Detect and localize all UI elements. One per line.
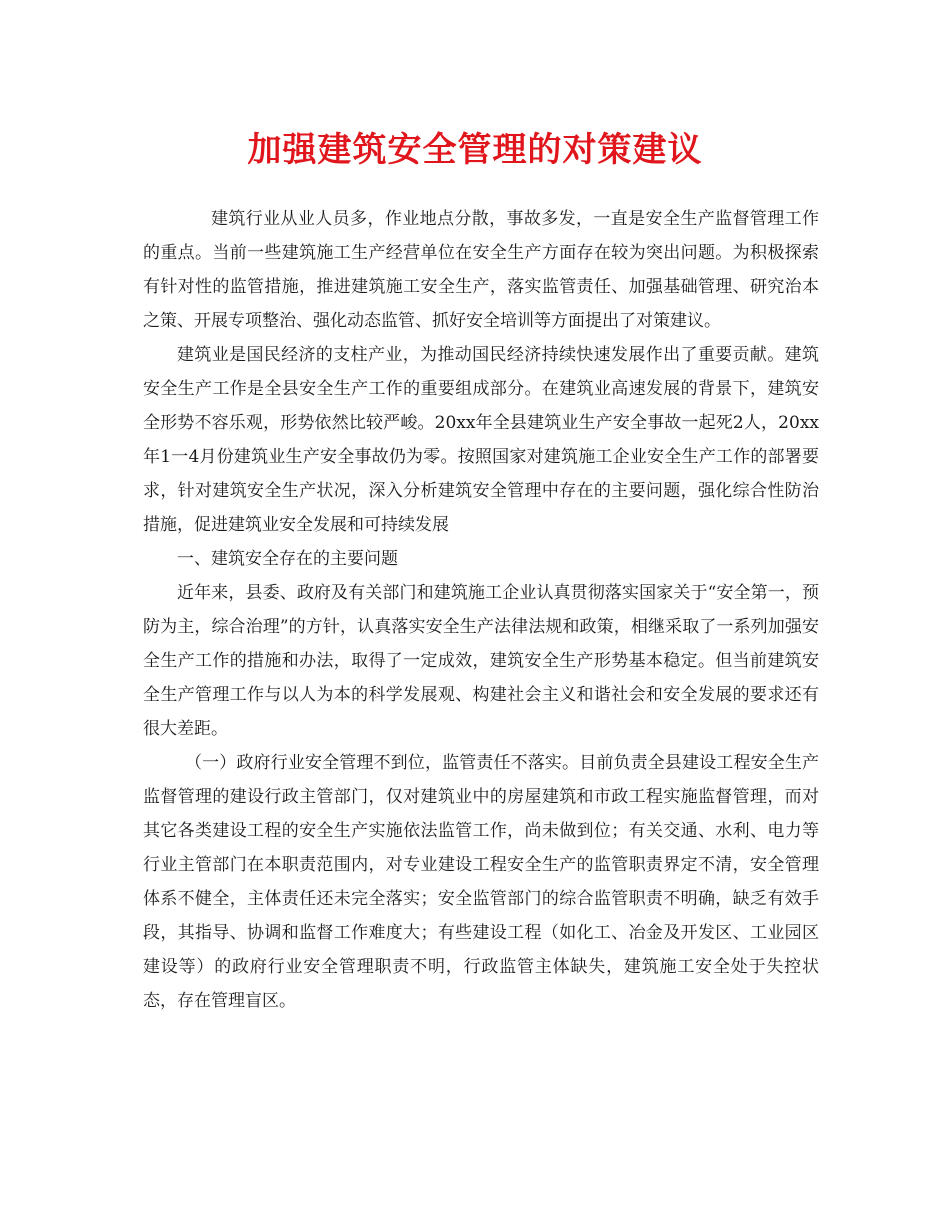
- paragraph-intro: 建筑行业从业人员多，作业地点分散，事故多发，一直是安全生产监督管理工作的重点。当前一些建筑施工生产经营单位在安全生产方面存在较为突出问题。为积极探索有针对性的监管措施，推进建筑施工安全生产，落实监管责任、加强基础管理、研究治本之策、开展专项整治、强化动态监管、抓好安全培训等方面提出了对策建议。: [143, 209, 819, 331]
- paragraph-recent-years: 近年来，县委、政府及有关部门和建筑施工企业认真贯彻落实国家关于“安全第一，预防为主，综合治理”的方针，认真落实安全生产法律法规和政策，相继采取了一系列加强安全生产工作的措施和办法，取得了一定成效，建筑安全生产形势基本稳定。但当前建筑安全生产管理工作与以人为本的科学发展观、构建社会主义和谐社会和安全发展的要求还有很大差距。: [143, 583, 819, 739]
- paragraph-background: 建筑业是国民经济的支柱产业，为推动国民经济持续快速发展作出了重要贡献。建筑安全生产工作是全县安全生产工作的重要组成部分。在建筑业高速发展的背景下，建筑安全形势不容乐观，形势依然比较严峻。20xx年全县建筑业生产安全事故一起死2人，20xx年1一4月份建筑业生产安全事故仍为零。按照国家对建筑施工企业安全生产工作的部署要求，针对建筑安全生产状况，深入分析建筑安全管理中存在的主要问题，强化综合性防治措施，促进建筑业安全发展和可持续发展: [143, 345, 819, 535]
- document-body: [143, 202, 819, 1018]
- paragraph-subsection-one: （一）政府行业安全管理不到位，监管责任不落实。目前负责全县建设工程安全生产监督管理的建设行政主管部门，仅对建筑业中的房屋建筑和市政工程实施监督管理，而对其它各类建设工程的安全生产实施依法监管工作，尚未做到位；有关交通、水利、电力等行业主管部门在本职责范围内，对专业建设工程安全生产的监管职责界定不清，安全管理体系不健全，主体责任还未完全落实；安全监管部门的综合监管职责不明确，缺乏有效手段，其指导、协调和监督工作难度大；有些建设工程（如化工、冶金及开发区、工业园区建设等）的政府行业安全管理职责不明，行政监管主体缺失，建筑施工安全处于失控状态，存在管理盲区。: [143, 753, 819, 1011]
- document-title: 加强建筑安全管理的对策建议: [247, 130, 703, 170]
- section-heading-main-problems: 一、建筑安全存在的主要问题: [177, 549, 398, 569]
